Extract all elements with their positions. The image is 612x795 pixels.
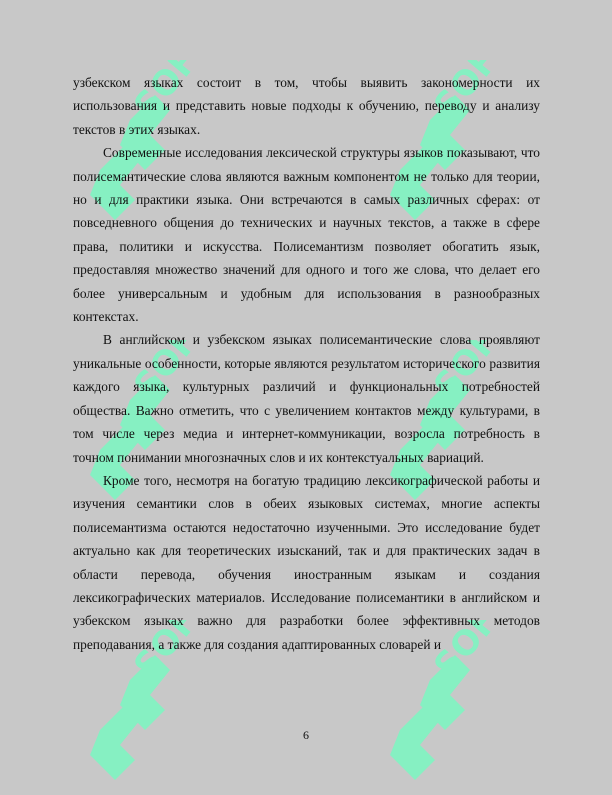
paragraph-3: В английском и узбекском языках полисемантические слова проявляют уникальные особенности, которые являются результатом исторического развития каждого языка, культурных различий и функциональных потребностей общества. Важно отметить, что с увеличением контактов между культурами, в том числе через медиа и интернет-коммуникации, возросла потребность в точном понимании многозначных слов и их контекстуальных вариаций. — [73, 332, 540, 465]
watermark-text: SOFF — [126, 620, 222, 686]
watermark-text: SOFF — [126, 60, 222, 126]
watermark-text: SOFF — [426, 60, 522, 126]
watermark-text: SOFF — [426, 620, 522, 686]
paragraph-2: Современные исследования лексической структуры языков показывают, что полисемантические слова являются важным компонентом не только для теории, но и для практики языка. Они встречаются в самых различных сферах: от повседневного общения до технических и научных текстов, а также в сфере права, политики и искусства. Полисемантизм позволяет обогатить язык, предоставляя множество значений для одного и того же слова, что делает его более универсальным и удобным для использования в разнообразных контекстах. — [73, 145, 540, 325]
document-body — [73, 71, 540, 656]
watermark-text: SOFF — [426, 340, 522, 406]
watermark-text: SOFF — [126, 340, 222, 406]
page-number: 6 — [303, 728, 309, 742]
paragraph-4: Кроме того, несмотря на богатую традицию лексикографической работы и изучения семантики слов в обеих языковых системах, многие аспекты полисемантизма остаются недостаточно изученными. Это исследование будет актуально как для теоретических изысканий, так и для практических задач в области перевода, обучения иностранным языкам и создания лексикографических материалов. Исследование полисемантики в английском и узбекском языках важно для разработки более эффективных методов преподавания, а также для создания адаптированных словарей и — [73, 472, 540, 652]
paragraph-1: узбекском языках состоит в том, чтобы выявить закономерности их использования и представить новые подходы к обучению, переводу и анализу текстов в этих языках. — [73, 75, 540, 137]
